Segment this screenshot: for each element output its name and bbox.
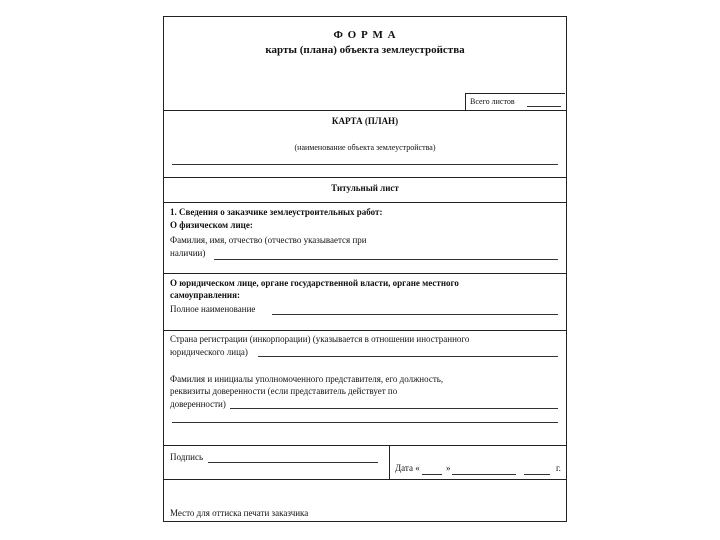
legal-heading-line2: самоуправления: [170, 290, 240, 300]
form-subtitle: карты (плана) объекта землеустройства [265, 44, 465, 56]
stamp-label: Место для оттиска печати заказчика [170, 508, 309, 518]
date-label: Дата « [395, 463, 420, 473]
legal-heading-line1: О юридическом лице, органе государственной власти, органе местного [170, 278, 459, 288]
full-name-label: Полное наименование [170, 304, 256, 314]
signature-field[interactable] [208, 462, 378, 463]
object-name-caption: (наименование объекта землеустройства) [294, 143, 436, 152]
object-name-field[interactable] [172, 164, 558, 165]
divider [164, 110, 566, 111]
divider [164, 273, 566, 274]
signature-label: Подпись [170, 452, 204, 462]
rep-label-line2: реквизиты доверенности (если представитель действует по [170, 386, 398, 396]
country-field[interactable] [258, 356, 558, 357]
date-quote-close: » [446, 463, 451, 473]
sheets-total-field[interactable] [527, 106, 561, 107]
date-year-field[interactable] [524, 474, 550, 475]
country-label-line1: Страна регистрации (инкорпорации) (указывается в отношении иностранного [170, 334, 470, 344]
fio-field[interactable] [214, 259, 558, 260]
rep-field[interactable] [230, 408, 558, 409]
fio-label-line2: наличии) [170, 248, 206, 258]
divider [164, 330, 566, 331]
full-name-field[interactable] [272, 314, 558, 315]
card-title: КАРТА (ПЛАН) [331, 116, 399, 126]
date-day-field[interactable] [422, 474, 442, 475]
divider [164, 177, 566, 178]
sheets-total-label: Всего листов [470, 97, 515, 106]
fio-label-line1: Фамилия, имя, отчество (отчество указывается при [170, 235, 367, 245]
title-sheet-label: Титульный лист [331, 183, 399, 193]
individual-heading: О физическом лице: [170, 220, 253, 230]
divider [164, 479, 566, 480]
sheets-total-box [465, 93, 565, 111]
rep-label-line1: Фамилия и инициалы уполномоченного представителя, его должность, [170, 374, 444, 384]
form-sheet [163, 16, 567, 522]
country-label-line2: юридического лица) [170, 347, 248, 357]
column-divider [389, 445, 390, 479]
rep-label-line3: доверенности) [170, 399, 226, 409]
form-title: Ф О Р М А [333, 29, 397, 41]
date-month-field[interactable] [452, 474, 516, 475]
year-suffix: г. [556, 463, 561, 473]
rep-field-extra[interactable] [172, 422, 558, 423]
customer-section-title: 1. Сведения о заказчике землеустроительных работ: [170, 207, 383, 217]
divider [164, 202, 566, 203]
divider [164, 445, 566, 446]
